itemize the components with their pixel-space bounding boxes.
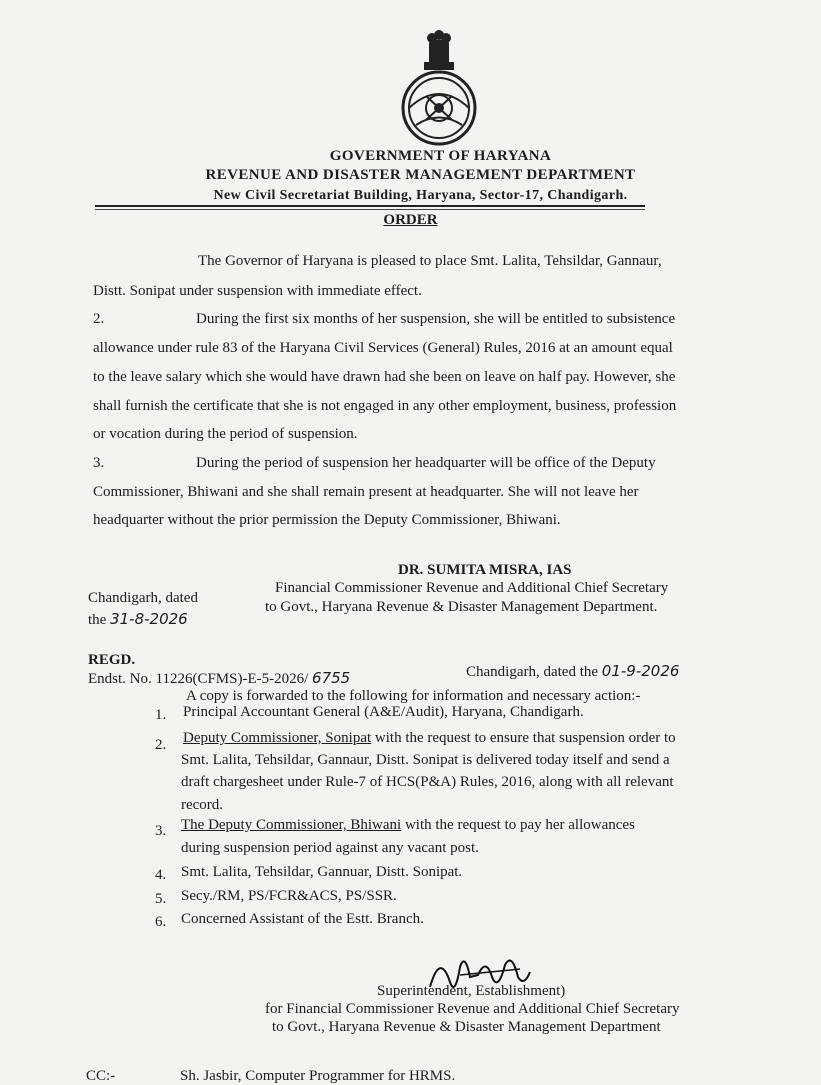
haryana-emblem xyxy=(396,30,482,148)
para2-line4: shall furnish the certificate that she is not engaged in any other employment, business, profession xyxy=(93,398,677,414)
item-3-line2: during suspension period against any vacant post. xyxy=(181,840,479,856)
department-heading: REVENUE AND DISASTER MANAGEMENT DEPARTMENT xyxy=(205,167,636,183)
para2-line3: to the leave salary which she would have drawn had she been on leave on half pay. However, she xyxy=(93,369,676,385)
item-3-number: 3. xyxy=(155,823,167,839)
endst-date-handwritten: 01-9-2026 xyxy=(601,662,680,680)
header-rule-thin xyxy=(95,209,645,210)
item-2-lead: Deputy Commissioner, Sonipat xyxy=(183,730,372,746)
item-2-line1: Deputy Commissioner, Sonipat with the request to ensure that suspension order to xyxy=(183,730,676,746)
para1-line2: Distt. Sonipat under suspension with immediate effect. xyxy=(93,283,422,299)
endst-number: Endst. No. 11226(CFMS)-E-5-2026/ 6755 xyxy=(88,669,351,687)
cc-label: CC:- xyxy=(86,1068,116,1084)
regd-label: REGD. xyxy=(88,652,136,668)
para3-line3: headquarter without the prior permission the Deputy Commissioner, Bhiwani. xyxy=(93,512,561,528)
superintendent-line3: to Govt., Haryana Revenue & Disaster Management Department xyxy=(272,1019,661,1035)
para3-line1: During the period of suspension her headquarter will be office of the Deputy xyxy=(196,455,656,471)
order-date-handwritten: 31-8-2026 xyxy=(110,610,188,628)
para1-line1: The Governor of Haryana is pleased to place Smt. Lalita, Tehsildar, Gannaur, xyxy=(198,253,662,269)
para3-line2: Commissioner, Bhiwani and she shall remain present at headquarter. She will not leave her xyxy=(93,484,639,500)
signatory-title-line1: Financial Commissioner Revenue and Additional Chief Secretary xyxy=(275,580,669,596)
header-rule xyxy=(95,205,645,207)
government-heading: GOVERNMENT OF HARYANA xyxy=(329,148,552,164)
item-3-line1: The Deputy Commissioner, Bhiwani with the request to pay her allowances xyxy=(181,817,635,833)
order-date-label: the 31-8-2026 xyxy=(88,610,188,628)
para2-line5: or vocation during the period of suspension. xyxy=(93,426,358,442)
item-3-lead: The Deputy Commissioner, Bhiwani xyxy=(181,817,402,833)
item-2-line3: draft chargesheet under Rule-7 of HCS(P&A) Rules, 2016, along with all relevant xyxy=(181,774,674,790)
forward-intro: A copy is forwarded to the following for information and necessary action:- xyxy=(186,688,641,704)
item-1-number: 1. xyxy=(155,707,167,723)
signatory-title-line2: to Govt., Haryana Revenue & Disaster Management Department. xyxy=(265,599,658,615)
endst-place-dated: Chandigarh, dated the 01-9-2026 xyxy=(466,662,680,680)
superintendent-line2: for Financial Commissioner Revenue and Additional Chief Secretary xyxy=(265,1001,680,1017)
item-5-text: Secy./RM, PS/FCR&ACS, PS/SSR. xyxy=(181,888,397,904)
item-5-number: 5. xyxy=(155,891,167,907)
order-place-dated: Chandigarh, dated xyxy=(88,590,198,606)
para3-number: 3. xyxy=(93,455,105,471)
item-4-number: 4. xyxy=(155,867,167,883)
para2-line2: allowance under rule 83 of the Haryana Civil Services (General) Rules, 2016 at an amount equal xyxy=(93,340,673,356)
item-2-number: 2. xyxy=(155,737,167,753)
item-2-line4: record. xyxy=(181,797,224,813)
endst-handwritten-number: 6755 xyxy=(312,669,351,687)
item-6-number: 6. xyxy=(155,914,167,930)
item-6-text: Concerned Assistant of the Estt. Branch. xyxy=(181,911,424,927)
para2-number: 2. xyxy=(93,311,105,327)
item-4-text: Smt. Lalita, Tehsildar, Gannuar, Distt. Sonipat. xyxy=(181,864,463,880)
order-title: ORDER xyxy=(383,212,438,228)
para2-line1: During the first six months of her suspension, she will be entitled to subsistence xyxy=(196,311,676,327)
cc-text: Sh. Jasbir, Computer Programmer for HRMS. xyxy=(180,1068,456,1084)
signatory-name: DR. SUMITA MISRA, IAS xyxy=(398,562,572,578)
item-2-line2: Smt. Lalita, Tehsildar, Gannaur, Distt. Sonipat is delivered today itself and send a xyxy=(181,752,670,768)
superintendent-line1: Superintendent, Establishment) xyxy=(377,983,566,999)
item-1-text: Principal Accountant General (A&E/Audit), Haryana, Chandigarh. xyxy=(183,704,584,720)
address-heading: New Civil Secretariat Building, Haryana, Sector-17, Chandigarh. xyxy=(213,188,628,203)
